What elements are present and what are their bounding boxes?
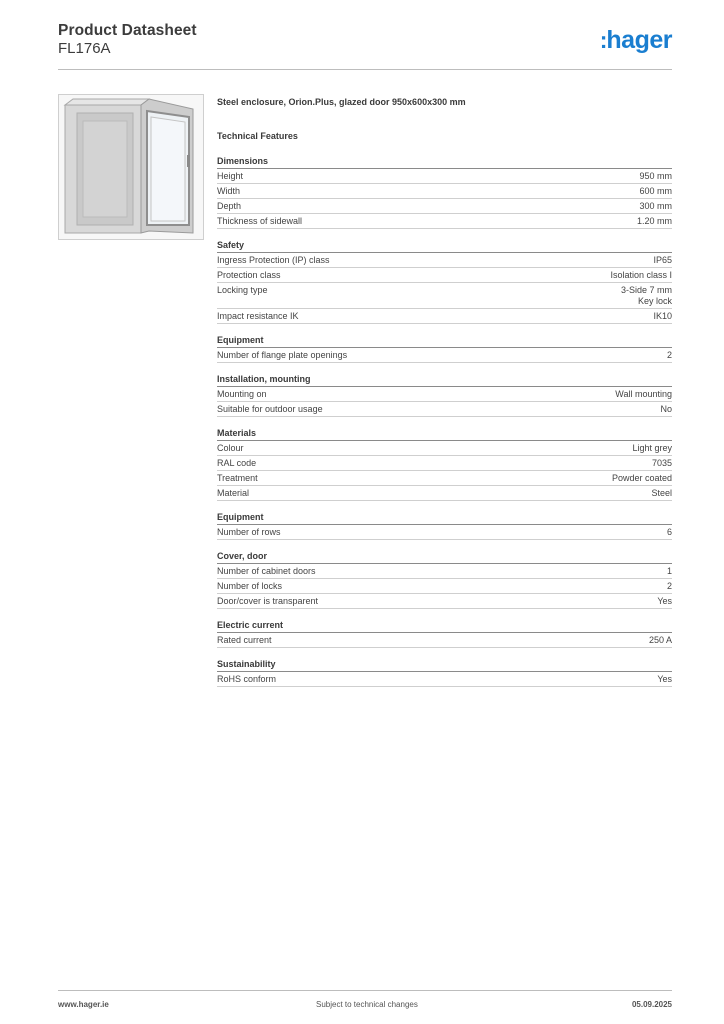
spec-label: Number of rows xyxy=(217,527,281,537)
spec-value-line: Powder coated xyxy=(611,473,672,483)
spec-value xyxy=(657,674,672,685)
spec-label: Door/cover is transparent xyxy=(217,596,319,606)
spec-value-line: 250 A xyxy=(648,635,672,645)
enclosure-image xyxy=(59,95,203,239)
spec-value xyxy=(667,527,672,538)
spec-value-line: No xyxy=(660,404,672,414)
spec-label: Number of cabinet doors xyxy=(217,566,316,576)
spec-section xyxy=(217,511,672,540)
spec-row xyxy=(217,402,672,417)
spec-label: Depth xyxy=(217,201,242,211)
spec-value-line: Yes xyxy=(657,596,672,606)
spec-row xyxy=(217,199,672,214)
spec-value xyxy=(653,311,672,322)
product-code: FL176A xyxy=(58,40,111,57)
spec-section xyxy=(217,658,672,687)
section-title: Equipment xyxy=(217,511,672,525)
spec-value xyxy=(667,350,672,361)
spec-row xyxy=(217,441,672,456)
spec-row xyxy=(217,594,672,609)
page-header xyxy=(58,20,672,70)
spec-value xyxy=(667,581,672,592)
spec-row xyxy=(217,184,672,199)
spec-section xyxy=(217,239,672,324)
spec-value-line: 1.20 mm xyxy=(636,216,672,226)
spec-label: Protection class xyxy=(217,270,281,280)
logo-dots-icon: : xyxy=(599,27,606,53)
spec-row xyxy=(217,486,672,501)
spec-value xyxy=(615,389,672,400)
footer-note: Subject to technical changes xyxy=(316,1000,418,1009)
page-footer xyxy=(58,990,672,1009)
spec-label: Number of locks xyxy=(217,581,283,591)
spec-row xyxy=(217,268,672,283)
footer-date: 05.09.2025 xyxy=(631,1000,672,1009)
section-title: Electric current xyxy=(217,619,672,633)
spec-label: RAL code xyxy=(217,458,257,468)
spec-label: Number of flange plate openings xyxy=(217,350,348,360)
spec-row xyxy=(217,214,672,229)
section-title: Dimensions xyxy=(217,155,672,169)
section-title: Equipment xyxy=(217,334,672,348)
spec-label: Treatment xyxy=(217,473,258,483)
spec-label: Material xyxy=(217,488,250,498)
spec-row xyxy=(217,456,672,471)
spec-section xyxy=(217,334,672,363)
product-image xyxy=(58,94,204,240)
spec-value-line: 6 xyxy=(666,527,672,537)
spec-value xyxy=(610,270,672,281)
spec-section xyxy=(217,155,672,229)
spec-label: Thickness of sidewall xyxy=(217,216,303,226)
spec-value-line: IP65 xyxy=(653,255,672,265)
spec-value-line: 1 xyxy=(666,566,672,576)
section-title: Cover, door xyxy=(217,550,672,564)
spec-value-line: Wall mounting xyxy=(615,389,672,399)
spec-value xyxy=(639,186,672,197)
spec-row xyxy=(217,283,672,309)
spec-row xyxy=(217,525,672,540)
spec-label: Rated current xyxy=(217,635,272,645)
spec-value-line: 950 mm xyxy=(639,171,672,181)
section-title: Materials xyxy=(217,427,672,441)
spec-value xyxy=(649,635,672,646)
spec-label: Mounting on xyxy=(217,389,267,399)
spec-sections xyxy=(217,155,672,687)
spec-value-line: Steel xyxy=(651,488,672,498)
spec-row xyxy=(217,579,672,594)
spec-label: Width xyxy=(217,186,241,196)
spec-row xyxy=(217,672,672,687)
footer-website: www.hager.ie xyxy=(58,1000,109,1009)
spec-row xyxy=(217,633,672,648)
spec-value-line: 3-Side 7 mm xyxy=(620,285,672,295)
spec-value-line: IK10 xyxy=(653,311,672,321)
spec-value xyxy=(639,201,672,212)
spec-row xyxy=(217,169,672,184)
document-title: Product Datasheet xyxy=(58,22,197,39)
spec-value xyxy=(653,255,672,266)
spec-section xyxy=(217,373,672,417)
spec-value-line: 600 mm xyxy=(639,186,672,196)
spec-row xyxy=(217,387,672,402)
spec-label: RoHS conform xyxy=(217,674,277,684)
spec-content xyxy=(217,96,672,687)
section-title: Safety xyxy=(217,239,672,253)
spec-row xyxy=(217,564,672,579)
spec-value-line: Yes xyxy=(657,674,672,684)
spec-value xyxy=(657,596,672,607)
hager-logo xyxy=(600,25,672,55)
spec-value-line: 2 xyxy=(666,581,672,591)
spec-label: Locking type xyxy=(217,285,268,295)
spec-value xyxy=(652,458,672,469)
spec-row xyxy=(217,348,672,363)
spec-value xyxy=(621,285,672,307)
spec-value xyxy=(660,404,672,415)
spec-value-line: 7035 xyxy=(651,458,672,468)
spec-row xyxy=(217,309,672,324)
spec-label: Suitable for outdoor usage xyxy=(217,404,323,414)
spec-section xyxy=(217,550,672,609)
spec-section xyxy=(217,619,672,648)
spec-section xyxy=(217,427,672,501)
spec-value-line: Isolation class I xyxy=(610,270,672,280)
spec-value xyxy=(667,566,672,577)
spec-row xyxy=(217,471,672,486)
spec-value-line: Key lock xyxy=(637,296,672,306)
spec-value xyxy=(612,473,672,484)
section-title: Installation, mounting xyxy=(217,373,672,387)
spec-label: Height xyxy=(217,171,244,181)
spec-label: Colour xyxy=(217,443,244,453)
spec-value xyxy=(637,216,672,227)
section-title: Sustainability xyxy=(217,658,672,672)
spec-row xyxy=(217,253,672,268)
spec-label: Impact resistance IK xyxy=(217,311,299,321)
logo-text: hager xyxy=(606,26,672,54)
spec-value xyxy=(651,488,672,499)
spec-value xyxy=(632,443,672,454)
spec-value-line: 300 mm xyxy=(639,201,672,211)
spec-value-line: 2 xyxy=(666,350,672,360)
product-description: Steel enclosure, Orion.Plus, glazed door 950x600x300 mm xyxy=(217,97,466,107)
spec-label: Ingress Protection (IP) class xyxy=(217,255,330,265)
spec-value-line: Light grey xyxy=(632,443,672,453)
technical-features-title: Technical Features xyxy=(217,131,298,141)
spec-value xyxy=(639,171,672,182)
